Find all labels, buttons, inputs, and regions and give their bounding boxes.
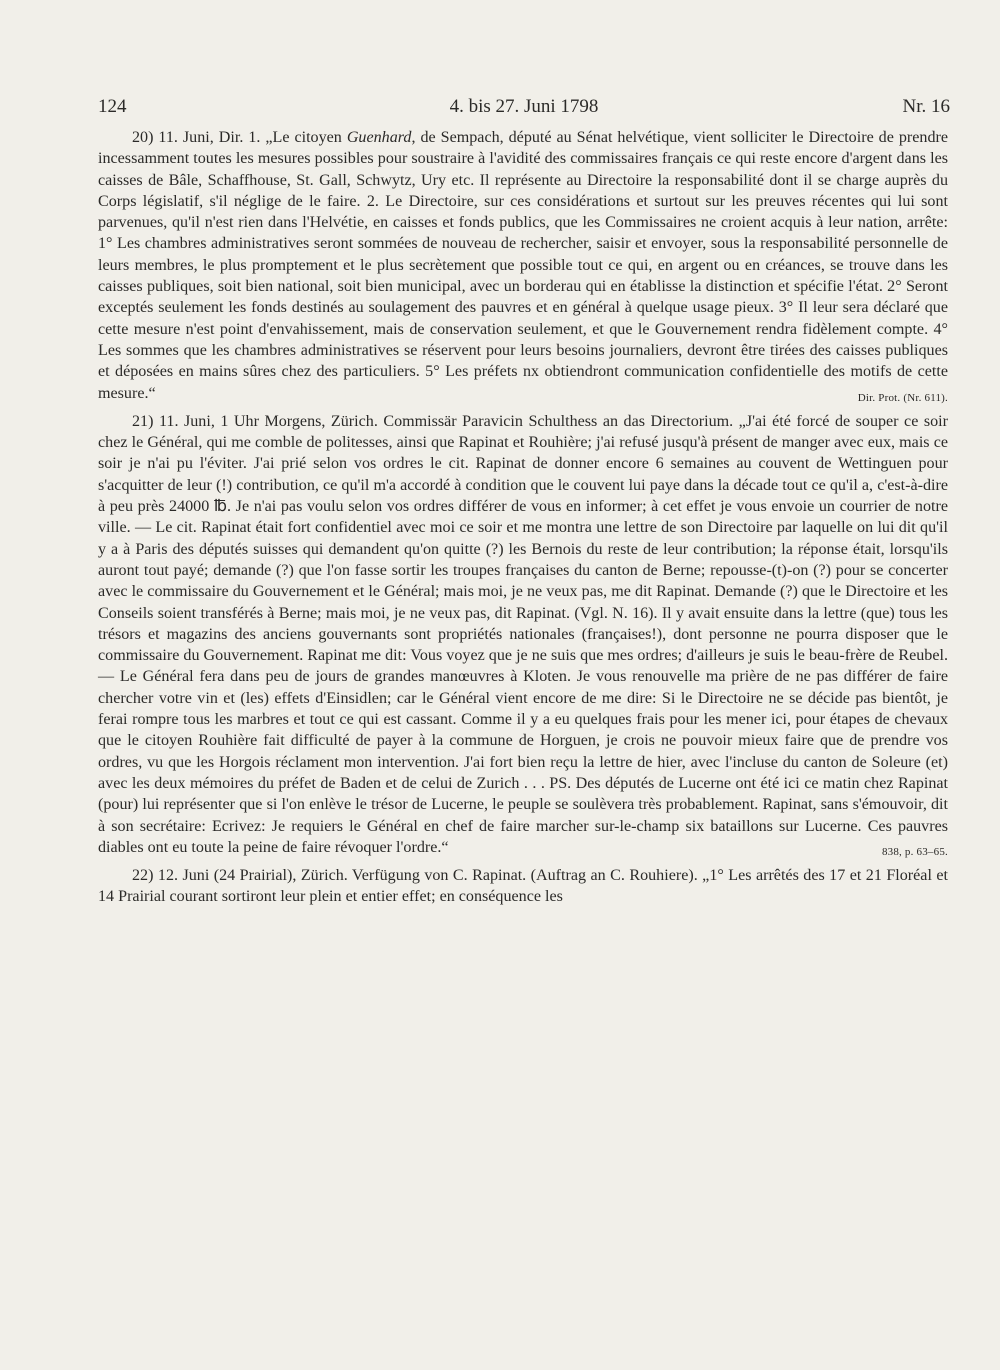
page-header [98,96,950,122]
entry-number: 22) [132,867,154,885]
entry-22 [98,865,948,908]
entry-source: Dir. Prot. (Nr. 611). [857,391,948,404]
entry-text: 12. Juni (24 Prairial), Zürich. Verfügung von C. Rapinat. (Auftrag an C. Rouhiere). „1° Les arrêtés des 17 et 21 Floréal et 14 Prairial courant sortiront leur plein et entier effet; en conséquence les [98,867,948,906]
running-title: 4. bis 27. Juni 1798 [449,96,599,117]
entry-21 [98,411,948,858]
entry-20 [98,127,948,404]
entry-number: 20) [132,129,154,146]
entry-text: , de Sempach, député au Sénat helvétique, vient solliciter le Directoire de prendre incessamment toutes les mesures possibles pour soustraire à l'avidité des commissaires français ce qui reste encore d'argent dans les caisses de Bâle, Schaffhouse, St. Gall, Schwytz, Ury etc. Il représente au Directoire la responsabilité dont il se charge auprès du Corps législatif, s'il néglige de le faire. 2. Le Directoire, sur ces considérations et surtout sur les preuves récentes qui lui sont parvenues, qu'il n'est rien dans l'Helvétie, en caisses et fonds publics, que les Commissaires ne croient acquis à leur nation, arrête: 1° Les chambres administratives seront sommées de nouveau de rechercher, saisir et envoyer, sous la responsabilité personnelle de leurs membres, le plus promptement et le plus secrètement que possible tout ce qui, en argent ou en créances, se trouve dans les caisses publiques, soit bien national, soit bien municipal, avec un borderau qui en établisse la distinction et spécifie l'état. 2° Seront exceptés seulement les fonds destinés au soulagement des pauvres et en général à quelque usage pieux. 3° Il leur sera déclaré que cette mesure n'est point d'envahissement, mais de conservation seulement, et que le Gouvernement rendra fidèlement compte. 4° Les sommes que les chambres administratives se réservent pour leurs besoins journaliers, devront être tirées des caisses publiques et déposées en mains sûres chez des particuliers. 5° Les préfets nx obtiendront communication confidentielle des motifs de cette mesure.“ [98,129,948,402]
entry-name: Guenhard [346,129,412,146]
entry-number: 21) [132,412,154,430]
entry-lead: 11. Juni, Dir. 1. „Le citoyen [153,129,347,146]
page-number: 124 [98,96,127,117]
page-body [98,127,948,908]
entry-source: 838, p. 63–65. [881,845,948,858]
entry-text: 11. Juni, 1 Uhr Morgens, Zürich. Commissär Paravicin Schulthess an das Directorium. „J'ai été forcé de souper ce soir chez le Général, qui me comble de politesses, ainsi que Rapinat et Rouhière; j'ai refusé jusqu'à présent de manger avec eux, mais ce soir je n'ai pu l'éviter. J'ai prié selon vos ordres le cit. Rapinat de donner encore 6 semaines au couvent de Wettinguen pour s'acquitter de leur (!) contribution, ce qu'il m'a accordé à condition que le couvent lui paye dans la décade tout ce qu'il a, c'est-à-dire à peu près 24000 ℔. Je n'ai pas voulu selon vos ordres différer de vous en informer; à cet effet je vous envoie un courrier de notre ville. — Le cit. Rapinat était fort confidentiel avec moi ce soir et me montra une lettre de son Directoire par laquelle on lui dit qu'il y a à Paris des députés suisses qui demandent qu'on quitte (?) les Bernois du reste de leur contribution; la réponse était, lorsqu'ils auront tout payé; demande (?) que l'on fasse sortir les troupes françaises du canton de Berne; repousse-(t)-on (?) pour se concerter avec le commissaire du Gouvernement et le Général; mais moi, je ne veux pas, me dit Rapinat. Demande (?) que le Directoire et les Conseils soient transférés à Berne; mais moi, je ne veux pas, dit Rapinat. (Vgl. N. 16). Il y avait ensuite dans la lettre (que) tous les trésors et magazins des anciens gouvernants sont propriétés nationales (françaises!), dont personne ne pourra disposer que le commissaire du Gouvernement. Rapinat me dit: Vous voyez que je ne suis que mes ordres; d'ailleurs je suis le beau-frère de Reubel. — Le Général fera dans peu de jours de grandes manœuvres à Kloten. Je vous renouvelle ma prière de ne pas différer de faire chercher votre vin et (les) effets d'Einsidlen; car le Général vient encore de me dire: Si le Directoire ne se décide pas bientôt, je ferai rompre tous les marbres et tout ce qui est cassant. Comme il y a eu quelques frais pour les mener ici, pour étapes de chevaux que le citoyen Rouhière fait difficulté de payer à la commune de Horguen, je crois ne pouvoir mieux faire que de prendre vos ordres, vu que les Horgois réclament mon intervention. J'ai fort bien reçu la lettre de hier, avec l'incluse du canton de Soleure (et) avec les deux mémoires du préfet de Baden et de celui de Zurich . . . PS. Des députés de Lucerne ont été ici ce matin chez Rapinat (pour) lui représenter que si l'on enlève le trésor de Lucerne, le peuple se soulèvera très probablement. Rapinat, sans s'émouvoir, dit à son secrétaire: Ecrivez: Je requiers le Général en chef de faire marcher sur-le-champ six bataillons sur Lucerne. Ces pauvres diables ont eu toute la peine de faire révoquer l'ordre.“ [98,412,948,856]
document-number: Nr. 16 [902,96,950,117]
